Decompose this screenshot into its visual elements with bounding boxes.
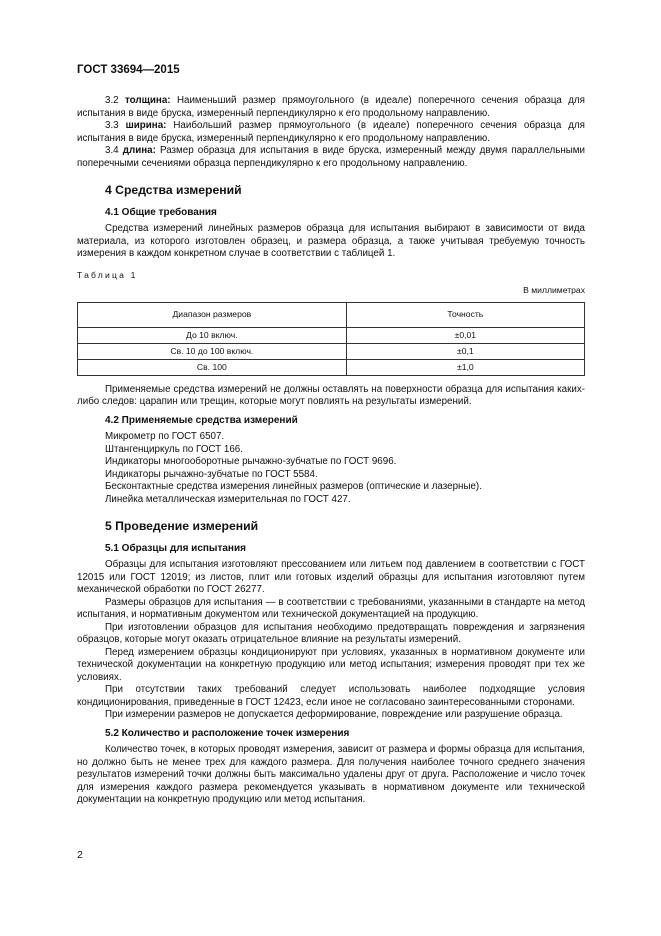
section-4-title: 4 Средства измерений xyxy=(105,183,242,197)
definition-3-3 xyxy=(77,120,585,145)
instrument-item: Линейка металлическая измерительная по ГОСТ 427. xyxy=(105,493,351,505)
definition-text: Наибольший размер прямоугольного (в идеале) поперечного сечения образца для испытания в виде бруска, измеренный перпендикулярно к его продольному направлению. xyxy=(77,120,585,144)
definition-number: 3.3 xyxy=(105,120,119,131)
table-cell: Св. 100 xyxy=(78,359,347,375)
table-cell: ±0,01 xyxy=(346,327,584,343)
table-cell: Св. 10 до 100 включ. xyxy=(78,343,347,359)
after-table-text: Применяемые средства измерений не должны оставлять на поверхности образца для испытания каких-либо следов: царапин или трещин, которые могут повлиять на результаты измерений. xyxy=(77,383,585,407)
definition-text: Наименьший размер прямоугольного (в идеале) поперечного сечения образца для испытания в виде бруска, измеренный перпендикулярно к его продольному направлению. xyxy=(77,95,585,119)
table-cell: ±1,0 xyxy=(346,359,584,375)
table-header-accuracy: Точность xyxy=(346,302,584,327)
section-5-1-para: Перед измерением образцы кондиционируют при условиях, указанных в нормативном документе или технической документации на конкретную продукцию или метод испытания; измерения проводят при тех же условиях. xyxy=(77,646,585,683)
table-header-row xyxy=(78,302,585,327)
section-5-title: 5 Проведение измерений xyxy=(105,519,259,533)
page-number: 2 xyxy=(77,849,83,861)
table-caption: Таблица 1 xyxy=(77,269,138,280)
instrument-item: Индикаторы рычажно-зубчатые по ГОСТ 5584. xyxy=(105,468,318,480)
table-row xyxy=(78,359,585,375)
section-4-1-title: 4.1 Общие требования xyxy=(105,206,217,218)
table-row xyxy=(78,327,585,343)
section-5-1-para: При отсутствии таких требований следует использовать наиболее подходящие условия кондиционирования, приведенные в ГОСТ 12423, если иное не согласовано заинтересованными сторонами. xyxy=(77,684,585,708)
definition-term: длина: xyxy=(122,145,156,156)
definition-3-2 xyxy=(77,95,585,120)
section-5-1-para: При измерении размеров не допускается деформирование, повреждение или разрушение образца. xyxy=(105,709,563,720)
section-5-2-title: 5.2 Количество и расположение точек измерения xyxy=(105,727,350,739)
section-4-2-title: 4.2 Применяемые средства измерений xyxy=(105,414,298,426)
section-5-1-para: При изготовлении образцов для испытания необходимо предотвращать повреждения и загрязнения образцов, которые могут оказать отрицательное влияние на результаты измерений. xyxy=(77,621,585,645)
instrument-item: Штангенциркуль по ГОСТ 166. xyxy=(105,443,243,455)
section-5-1-title: 5.1 Образцы для испытания xyxy=(105,542,246,554)
document-header: ГОСТ 33694—2015 xyxy=(77,64,180,76)
definition-number: 3.4 xyxy=(105,145,119,156)
table-unit: В миллиметрах xyxy=(523,285,585,295)
definition-number: 3.2 xyxy=(105,95,119,106)
definition-term: толщина: xyxy=(125,95,171,106)
section-5-2-para: Количество точек, в которых проводят измерения, зависит от размера и формы образца для испытания, но должно быть не менее трех для каждого размера. Для получения наиболее точного среднего значения результатов измерений точки должны быть максимально удалены друг от друга. Расположение и число точек для измерения каждого размера рекомендуется указывать в нормативном документе или технической документации на конкретную продукцию или метод испытания. xyxy=(77,744,585,805)
table-cell: ±0,1 xyxy=(346,343,584,359)
instrument-item: Микрометр по ГОСТ 6507. xyxy=(105,431,225,442)
table-header-range: Диапазон размеров xyxy=(78,302,347,327)
table-cell: До 10 включ. xyxy=(78,327,347,343)
definition-3-4 xyxy=(77,145,585,170)
document-body xyxy=(77,95,585,807)
instrument-item: Бесконтактные средства измерения линейных размеров (оптические и лазерные). xyxy=(105,481,482,492)
section-5-1-para: Образцы для испытания изготовляют прессованием или литьем под давлением в соответствии с ГОСТ 12015 или ГОСТ 12019; из листов, плит или готовых изделий образцы для испытания изготовляют путем механической обработки по ГОСТ 26277. xyxy=(77,559,585,595)
accuracy-table xyxy=(77,302,585,376)
section-5-1-para: Размеры образцов для испытания — в соответствии с требованиями, указанными в стандарте на метод испытания, и нормативным документом или технической документацией на продукцию. xyxy=(77,596,585,620)
instrument-item: Индикаторы многооборотные рычажно-зубчатые по ГОСТ 9696. xyxy=(105,456,397,467)
definition-text: Размер образца для испытания в виде бруска, измеренный между двумя параллельными поперечными сечениями образца перпендикулярно к его продольному направлению. xyxy=(77,145,585,169)
definition-term: ширина: xyxy=(125,120,167,131)
table-row xyxy=(78,343,585,359)
section-4-1-text: Средства измерений линейных размеров образца для испытания выбирают в зависимости от вида материала, из которого изготовлен образец, и размера образца, а также учитывая требуемую точность измерения в каждом конкретном случае в соответствии с таблицей 1. xyxy=(77,223,585,259)
